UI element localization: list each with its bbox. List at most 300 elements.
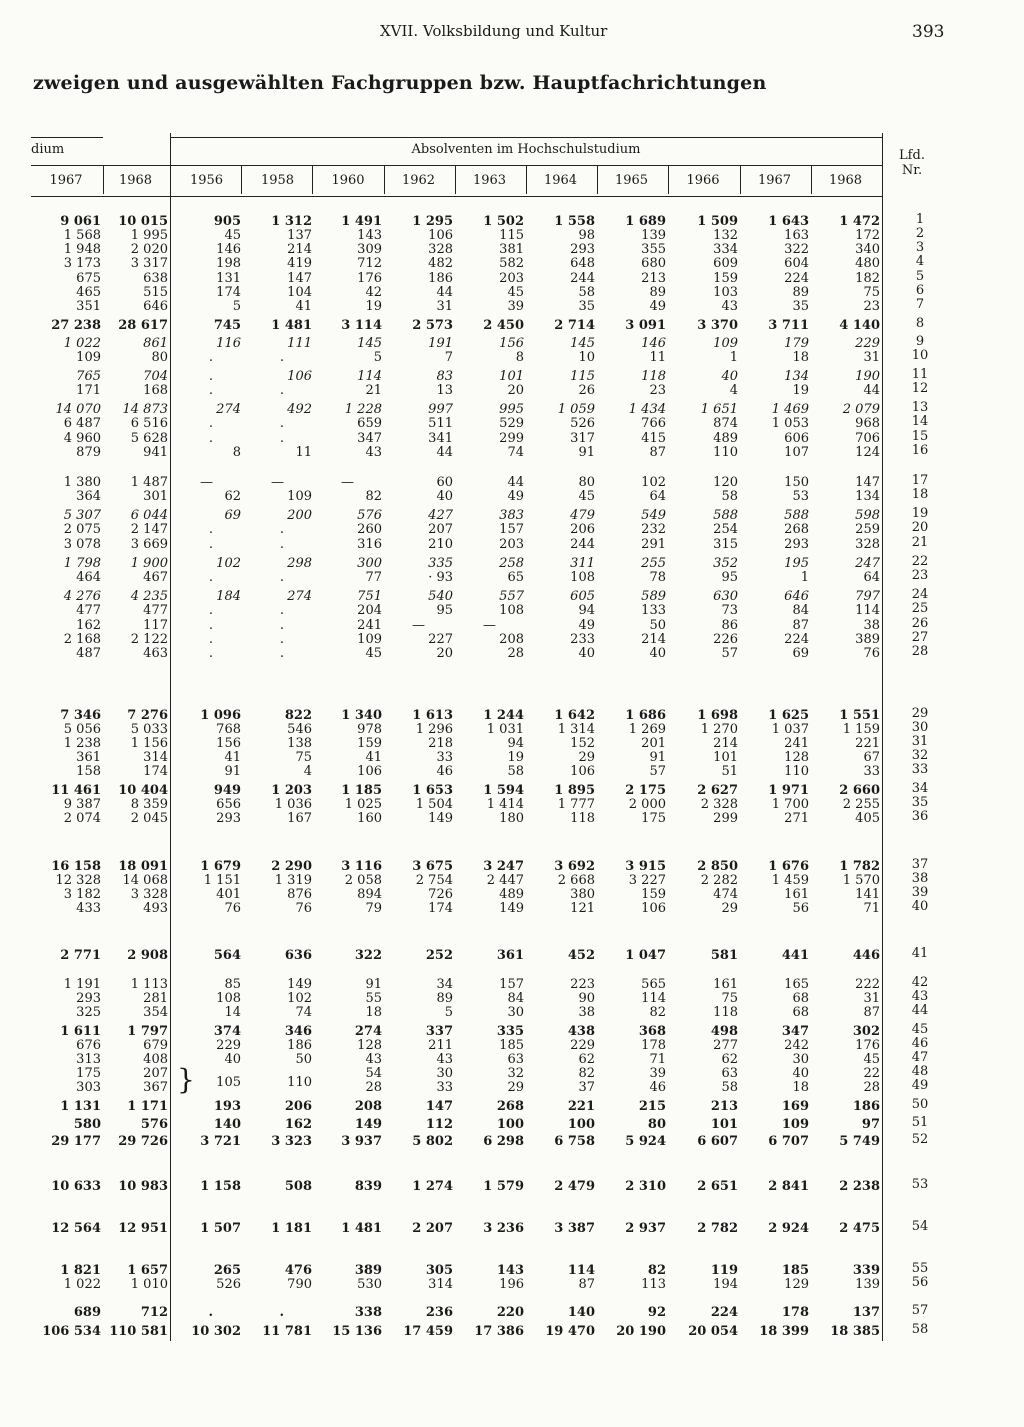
table-cell: 22	[863, 1066, 880, 1081]
table-cell: 2 020	[130, 242, 168, 257]
table-cell: 140	[567, 1305, 595, 1320]
table-cell: 10	[578, 350, 595, 365]
table-cell: 58	[721, 1080, 738, 1095]
table-cell: 1 414	[486, 797, 524, 812]
table-cell: 84	[507, 991, 524, 1006]
table-cell: 1 159	[842, 722, 880, 737]
table-cell: 49	[507, 489, 524, 504]
table-cell: 145	[570, 336, 595, 351]
table-cell: 3 675	[412, 859, 453, 874]
table-cell: 605	[570, 589, 595, 604]
table-cell: 218	[428, 736, 453, 751]
table-cell: 185	[781, 1263, 809, 1278]
table-cell: 26	[578, 383, 595, 398]
table-cell: 606	[784, 431, 809, 446]
row-number: 24	[911, 587, 929, 602]
table-cell: 109	[713, 336, 738, 351]
table-cell: 14	[224, 1005, 241, 1020]
table-cell: 180	[499, 811, 524, 826]
row-number: 5	[915, 269, 925, 284]
table-cell: 1 579	[483, 1179, 524, 1194]
table-cell: 598	[855, 508, 880, 523]
page-number: 393	[912, 22, 945, 42]
column-header-1966: 1966	[686, 173, 720, 188]
table-cell: 433	[76, 901, 101, 916]
table-cell: 62	[224, 489, 241, 504]
table-cell: 50	[649, 618, 666, 633]
column-header-1968: 1968	[828, 173, 863, 188]
table-cell: 1 270	[700, 722, 738, 737]
table-cell: 39	[507, 299, 524, 314]
table-cell: .	[208, 537, 213, 552]
row-number: 2	[915, 226, 925, 241]
table-cell: 40	[721, 369, 738, 384]
table-cell: 69	[792, 646, 809, 661]
table-cell: 726	[428, 887, 453, 902]
table-cell: 45	[863, 1052, 880, 1067]
row-number: 15	[911, 429, 929, 444]
table-cell: 5 033	[130, 722, 168, 737]
table-cell: 242	[784, 1038, 809, 1053]
table-cell: 229	[570, 1038, 595, 1053]
table-cell: 85	[224, 977, 241, 992]
table-cell: —	[483, 618, 496, 633]
table-cell: 73	[721, 603, 738, 618]
table-cell: 106	[570, 764, 595, 779]
table-cell: 797	[855, 589, 880, 604]
table-cell: 3 711	[768, 318, 809, 333]
table-cell: 3 370	[697, 318, 738, 333]
table-cell: 90	[578, 991, 595, 1006]
table-cell: 182	[855, 271, 880, 286]
table-cell: 17 386	[474, 1324, 524, 1339]
row-number: 41	[911, 946, 929, 961]
table-cell: 751	[357, 589, 382, 604]
table-cell: 244	[570, 271, 595, 286]
table-cell: 526	[216, 1277, 241, 1292]
table-cell: 6 487	[63, 416, 101, 431]
table-cell: 221	[567, 1099, 595, 1114]
table-cell: 201	[641, 736, 666, 751]
table-cell: 3 328	[130, 887, 168, 902]
table-cell: 2 074	[63, 811, 101, 826]
table-cell: 128	[784, 750, 809, 765]
table-cell: 8	[515, 350, 524, 365]
table-cell: 76	[224, 901, 241, 916]
table-cell: 4 140	[839, 318, 880, 333]
table-cell: 2 147	[130, 522, 168, 537]
table-cell: 1 777	[557, 797, 595, 812]
table-cell: 374	[213, 1024, 241, 1039]
table-cell: 97	[861, 1117, 880, 1132]
table-cell: 311	[570, 556, 595, 571]
table-cell: 156	[499, 336, 524, 351]
table-cell: 115	[570, 369, 595, 384]
table-cell: 1 948	[63, 242, 101, 257]
table-cell: 401	[216, 887, 241, 902]
table-cell: 45	[507, 285, 524, 300]
table-cell: 303	[76, 1080, 101, 1095]
table-cell: 80	[647, 1117, 666, 1132]
table-cell: 68	[792, 1005, 809, 1020]
table-cell: 64	[649, 489, 666, 504]
table-cell: 464	[76, 570, 101, 585]
table-cell: 1 203	[271, 783, 312, 798]
table-cell: 604	[784, 256, 809, 271]
table-cell: 364	[76, 489, 101, 504]
table-cell: 102	[641, 475, 666, 490]
table-cell: 11 781	[262, 1324, 312, 1339]
table-cell: 676	[76, 1038, 101, 1053]
row-number: 58	[911, 1322, 929, 1337]
table-cell: 196	[499, 1277, 524, 1292]
table-cell: 149	[287, 977, 312, 992]
table-cell: 1 296	[415, 722, 453, 737]
table-cell: 207	[428, 522, 453, 537]
table-cell: 108	[216, 991, 241, 1006]
row-number: 17	[911, 473, 929, 488]
table-cell: .	[208, 1305, 213, 1320]
table-cell: 101	[499, 369, 524, 384]
table-cell: 29	[721, 901, 738, 916]
table-cell: 178	[641, 1038, 666, 1053]
table-cell: 186	[287, 1038, 312, 1053]
table-cell: 712	[140, 1305, 168, 1320]
table-cell: 110	[713, 445, 738, 460]
table-cell: .	[279, 537, 284, 552]
table-cell: 214	[713, 736, 738, 751]
table-cell: 29	[578, 750, 595, 765]
table-cell: 18	[365, 1005, 382, 1020]
table-cell: 526	[570, 416, 595, 431]
table-cell: 150	[784, 475, 809, 490]
table-cell: 581	[710, 948, 738, 963]
table-cell: 206	[570, 522, 595, 537]
row-number: 38	[911, 871, 929, 886]
table-cell: 968	[855, 416, 880, 431]
row-number: 35	[911, 795, 929, 810]
table-cell: 298	[287, 556, 312, 571]
table-cell: 35	[792, 299, 809, 314]
table-cell: 2 175	[625, 783, 666, 798]
table-cell: 3 387	[554, 1221, 595, 1236]
table-cell: 1 895	[554, 783, 595, 798]
table-cell: 114	[641, 991, 666, 1006]
table-cell: 706	[855, 431, 880, 446]
table-cell: 3 323	[271, 1134, 312, 1149]
table-cell: 2 479	[554, 1179, 595, 1194]
table-cell: 141	[855, 887, 880, 902]
row-number: 3	[915, 240, 925, 255]
table-cell: 271	[784, 811, 809, 826]
table-cell: 84	[792, 603, 809, 618]
table-cell: 75	[721, 991, 738, 1006]
table-cell: 91	[224, 764, 241, 779]
table-cell: 1 651	[700, 402, 738, 417]
table-cell: 5 628	[130, 431, 168, 446]
table-cell: 1 053	[771, 416, 809, 431]
table-cell: 347	[781, 1024, 809, 1039]
table-cell: 211	[428, 1038, 453, 1053]
column-header-1967: 1967	[757, 173, 792, 188]
row-number: 20	[911, 520, 929, 535]
table-cell: 46	[436, 764, 453, 779]
table-cell: .	[208, 603, 213, 618]
table-cell: 1	[729, 350, 738, 365]
table-cell: 143	[357, 228, 382, 243]
table-cell: 8	[232, 445, 241, 460]
table-cell: 129	[784, 1277, 809, 1292]
table-cell: 107	[784, 445, 809, 460]
table-cell: 108	[570, 570, 595, 585]
table-cell: 2 754	[415, 873, 453, 888]
row-number: 28	[911, 644, 929, 659]
table-cell: 162	[284, 1117, 312, 1132]
table-cell: 33	[436, 750, 453, 765]
table-cell: 316	[357, 537, 382, 552]
table-cell: 766	[641, 416, 666, 431]
row-number: 43	[911, 989, 929, 1004]
table-cell: .	[279, 570, 284, 585]
table-cell: 268	[496, 1099, 524, 1114]
table-cell: 2 841	[768, 1179, 809, 1194]
table-cell: 76	[863, 646, 880, 661]
table-cell: 293	[784, 537, 809, 552]
table-cell: .	[208, 369, 213, 384]
table-cell: 114	[357, 369, 382, 384]
table-cell: 260	[357, 522, 382, 537]
table-cell: 46	[649, 1080, 666, 1095]
table-cell: 213	[641, 271, 666, 286]
row-number: 1	[915, 212, 925, 227]
table-cell: 215	[638, 1099, 666, 1114]
table-cell: 648	[570, 256, 595, 271]
table-cell: 74	[507, 445, 524, 460]
row-number: 56	[911, 1275, 929, 1290]
row-number: 48	[911, 1064, 929, 1079]
row-number: 42	[911, 975, 929, 990]
row-number: 25	[911, 601, 929, 616]
table-cell: 10 633	[51, 1179, 101, 1194]
table-cell: 80	[151, 350, 168, 365]
table-cell: 1 611	[60, 1024, 101, 1039]
table-cell: 646	[143, 299, 168, 314]
table-cell: 1 558	[554, 214, 595, 229]
table-cell: 689	[73, 1305, 101, 1320]
table-cell: 463	[143, 646, 168, 661]
row-number: 50	[911, 1097, 929, 1112]
table-cell: 69	[224, 508, 241, 523]
table-cell: 71	[863, 901, 880, 916]
table-cell: 146	[216, 242, 241, 257]
table-cell: 121	[570, 901, 595, 916]
table-cell: .	[208, 632, 213, 647]
table-cell: 3 182	[63, 887, 101, 902]
table-cell: 95	[436, 603, 453, 618]
row-number: 26	[911, 616, 929, 631]
table-cell: 76	[295, 901, 312, 916]
table-cell: 1 314	[557, 722, 595, 737]
table-cell: 100	[496, 1117, 524, 1132]
table-cell: 1 642	[554, 708, 595, 723]
column-header-1958: 1958	[260, 173, 295, 188]
table-cell: 146	[641, 336, 666, 351]
row-number: 6	[915, 283, 925, 298]
table-cell: 346	[284, 1024, 312, 1039]
table-cell: 354	[143, 1005, 168, 1020]
table-cell: 313	[76, 1052, 101, 1067]
table-cell: 89	[649, 285, 666, 300]
table-cell: .	[279, 522, 284, 537]
table-cell: 1 686	[625, 708, 666, 723]
table-cell: 680	[641, 256, 666, 271]
table-cell: 2 660	[839, 783, 880, 798]
table-cell: 221	[855, 736, 880, 751]
row-number: 34	[911, 781, 929, 796]
row-number: 14	[911, 414, 929, 429]
table-cell: 1 096	[200, 708, 241, 723]
table-cell: 203	[499, 537, 524, 552]
table-cell: 89	[436, 991, 453, 1006]
table-cell: 62	[578, 1052, 595, 1067]
table-cell: 241	[784, 736, 809, 751]
table-cell: 13	[436, 383, 453, 398]
table-cell: 30	[792, 1052, 809, 1067]
table-cell: 978	[357, 722, 382, 737]
table-cell: 7 346	[60, 708, 101, 723]
row-number: 51	[911, 1115, 929, 1130]
table-cell: 347	[357, 431, 382, 446]
table-cell: 368	[638, 1024, 666, 1039]
row-number: 19	[911, 506, 929, 521]
table-cell: 1 509	[697, 214, 738, 229]
column-header-1967: 1967	[49, 173, 83, 188]
table-cell: .	[279, 603, 284, 618]
table-cell: 876	[287, 887, 312, 902]
table-cell: 252	[425, 948, 453, 963]
row-number: 10	[911, 348, 929, 363]
table-cell: 174	[216, 285, 241, 300]
table-cell: 67	[863, 750, 880, 765]
table-cell: 65	[507, 570, 524, 585]
table-cell: 2 924	[768, 1221, 809, 1236]
table-cell: 415	[641, 431, 666, 446]
table-cell: 1 340	[341, 708, 382, 723]
table-cell: 609	[713, 256, 738, 271]
table-cell: 33	[863, 764, 880, 779]
table-cell: 3 692	[554, 859, 595, 874]
table-cell: .	[279, 618, 284, 633]
table-cell: 149	[354, 1117, 382, 1132]
table-cell: 63	[721, 1066, 738, 1081]
table-cell: 5	[373, 350, 382, 365]
table-cell: 223	[570, 977, 595, 992]
table-cell: 35	[578, 299, 595, 314]
table-cell: 529	[499, 416, 524, 431]
table-cell: 30	[436, 1066, 453, 1081]
table-cell: 5	[444, 1005, 453, 1020]
table-cell: 2 000	[628, 797, 666, 812]
table-cell: 1	[800, 570, 809, 585]
table-cell: 109	[76, 350, 101, 365]
table-cell: 169	[781, 1099, 809, 1114]
table-cell: 6 758	[554, 1134, 595, 1149]
table-cell: 580	[73, 1117, 101, 1132]
table-cell: 2 207	[412, 1221, 453, 1236]
rule	[31, 165, 882, 166]
row-number: 57	[911, 1303, 929, 1318]
table-cell: 14 070	[55, 402, 101, 417]
table-cell: 23	[863, 299, 880, 314]
table-cell: 30	[507, 1005, 524, 1020]
column-header-1964: 1964	[543, 173, 578, 188]
table-cell: 206	[284, 1099, 312, 1114]
table-cell: 161	[713, 977, 738, 992]
table-cell: 1 113	[130, 977, 168, 992]
table-cell: 630	[713, 589, 738, 604]
table-cell: 172	[855, 228, 880, 243]
row-number: 44	[911, 1003, 929, 1018]
table-cell: 1 643	[768, 214, 809, 229]
table-cell: 87	[792, 618, 809, 633]
running-header	[0, 22, 1024, 44]
table-cell: 2 573	[412, 318, 453, 333]
table-cell: 128	[357, 1038, 382, 1053]
table-cell: 790	[287, 1277, 312, 1292]
table-cell: 60	[436, 475, 453, 490]
table-cell: 5 802	[412, 1134, 453, 1149]
row-number: 55	[911, 1261, 929, 1276]
table-cell: 258	[499, 556, 524, 571]
table-cell: 268	[784, 522, 809, 537]
table-cell: 549	[641, 508, 666, 523]
table-cell: 87	[863, 1005, 880, 1020]
table-cell: 314	[143, 750, 168, 765]
table-cell: 207	[143, 1066, 168, 1081]
table-cell: 3 236	[483, 1221, 524, 1236]
table-cell: 18	[792, 350, 809, 365]
row-number: 16	[911, 443, 929, 458]
table-cell: 162	[76, 618, 101, 633]
table-cell: 171	[76, 383, 101, 398]
table-cell: 325	[76, 1005, 101, 1020]
table-cell: 213	[710, 1099, 738, 1114]
table-cell: 14 068	[122, 873, 168, 888]
table-cell: 530	[357, 1277, 382, 1292]
table-cell: 254	[713, 522, 738, 537]
row-number: 33	[911, 762, 929, 777]
table-cell: 45	[224, 228, 241, 243]
table-cell: 226	[713, 632, 738, 647]
section-title: XVII. Volksbildung und Kultur	[380, 22, 608, 40]
table-cell: 314	[428, 1277, 453, 1292]
table-cell: 137	[852, 1305, 880, 1320]
table-cell: 44	[863, 383, 880, 398]
table-cell: 115	[499, 228, 524, 243]
table-cell: 438	[567, 1024, 595, 1039]
table-cell: 293	[570, 242, 595, 257]
table-cell: 33	[436, 1080, 453, 1095]
table-cell: 5 307	[63, 508, 101, 523]
table-cell: 149	[499, 901, 524, 916]
table-cell: 176	[855, 1038, 880, 1053]
table-cell: 100	[567, 1117, 595, 1132]
table-cell: 2 668	[557, 873, 595, 888]
table-cell: 118	[641, 369, 666, 384]
table-cell: 18 399	[759, 1324, 809, 1339]
table-cell: 49	[578, 618, 595, 633]
table-cell: 63	[507, 1052, 524, 1067]
